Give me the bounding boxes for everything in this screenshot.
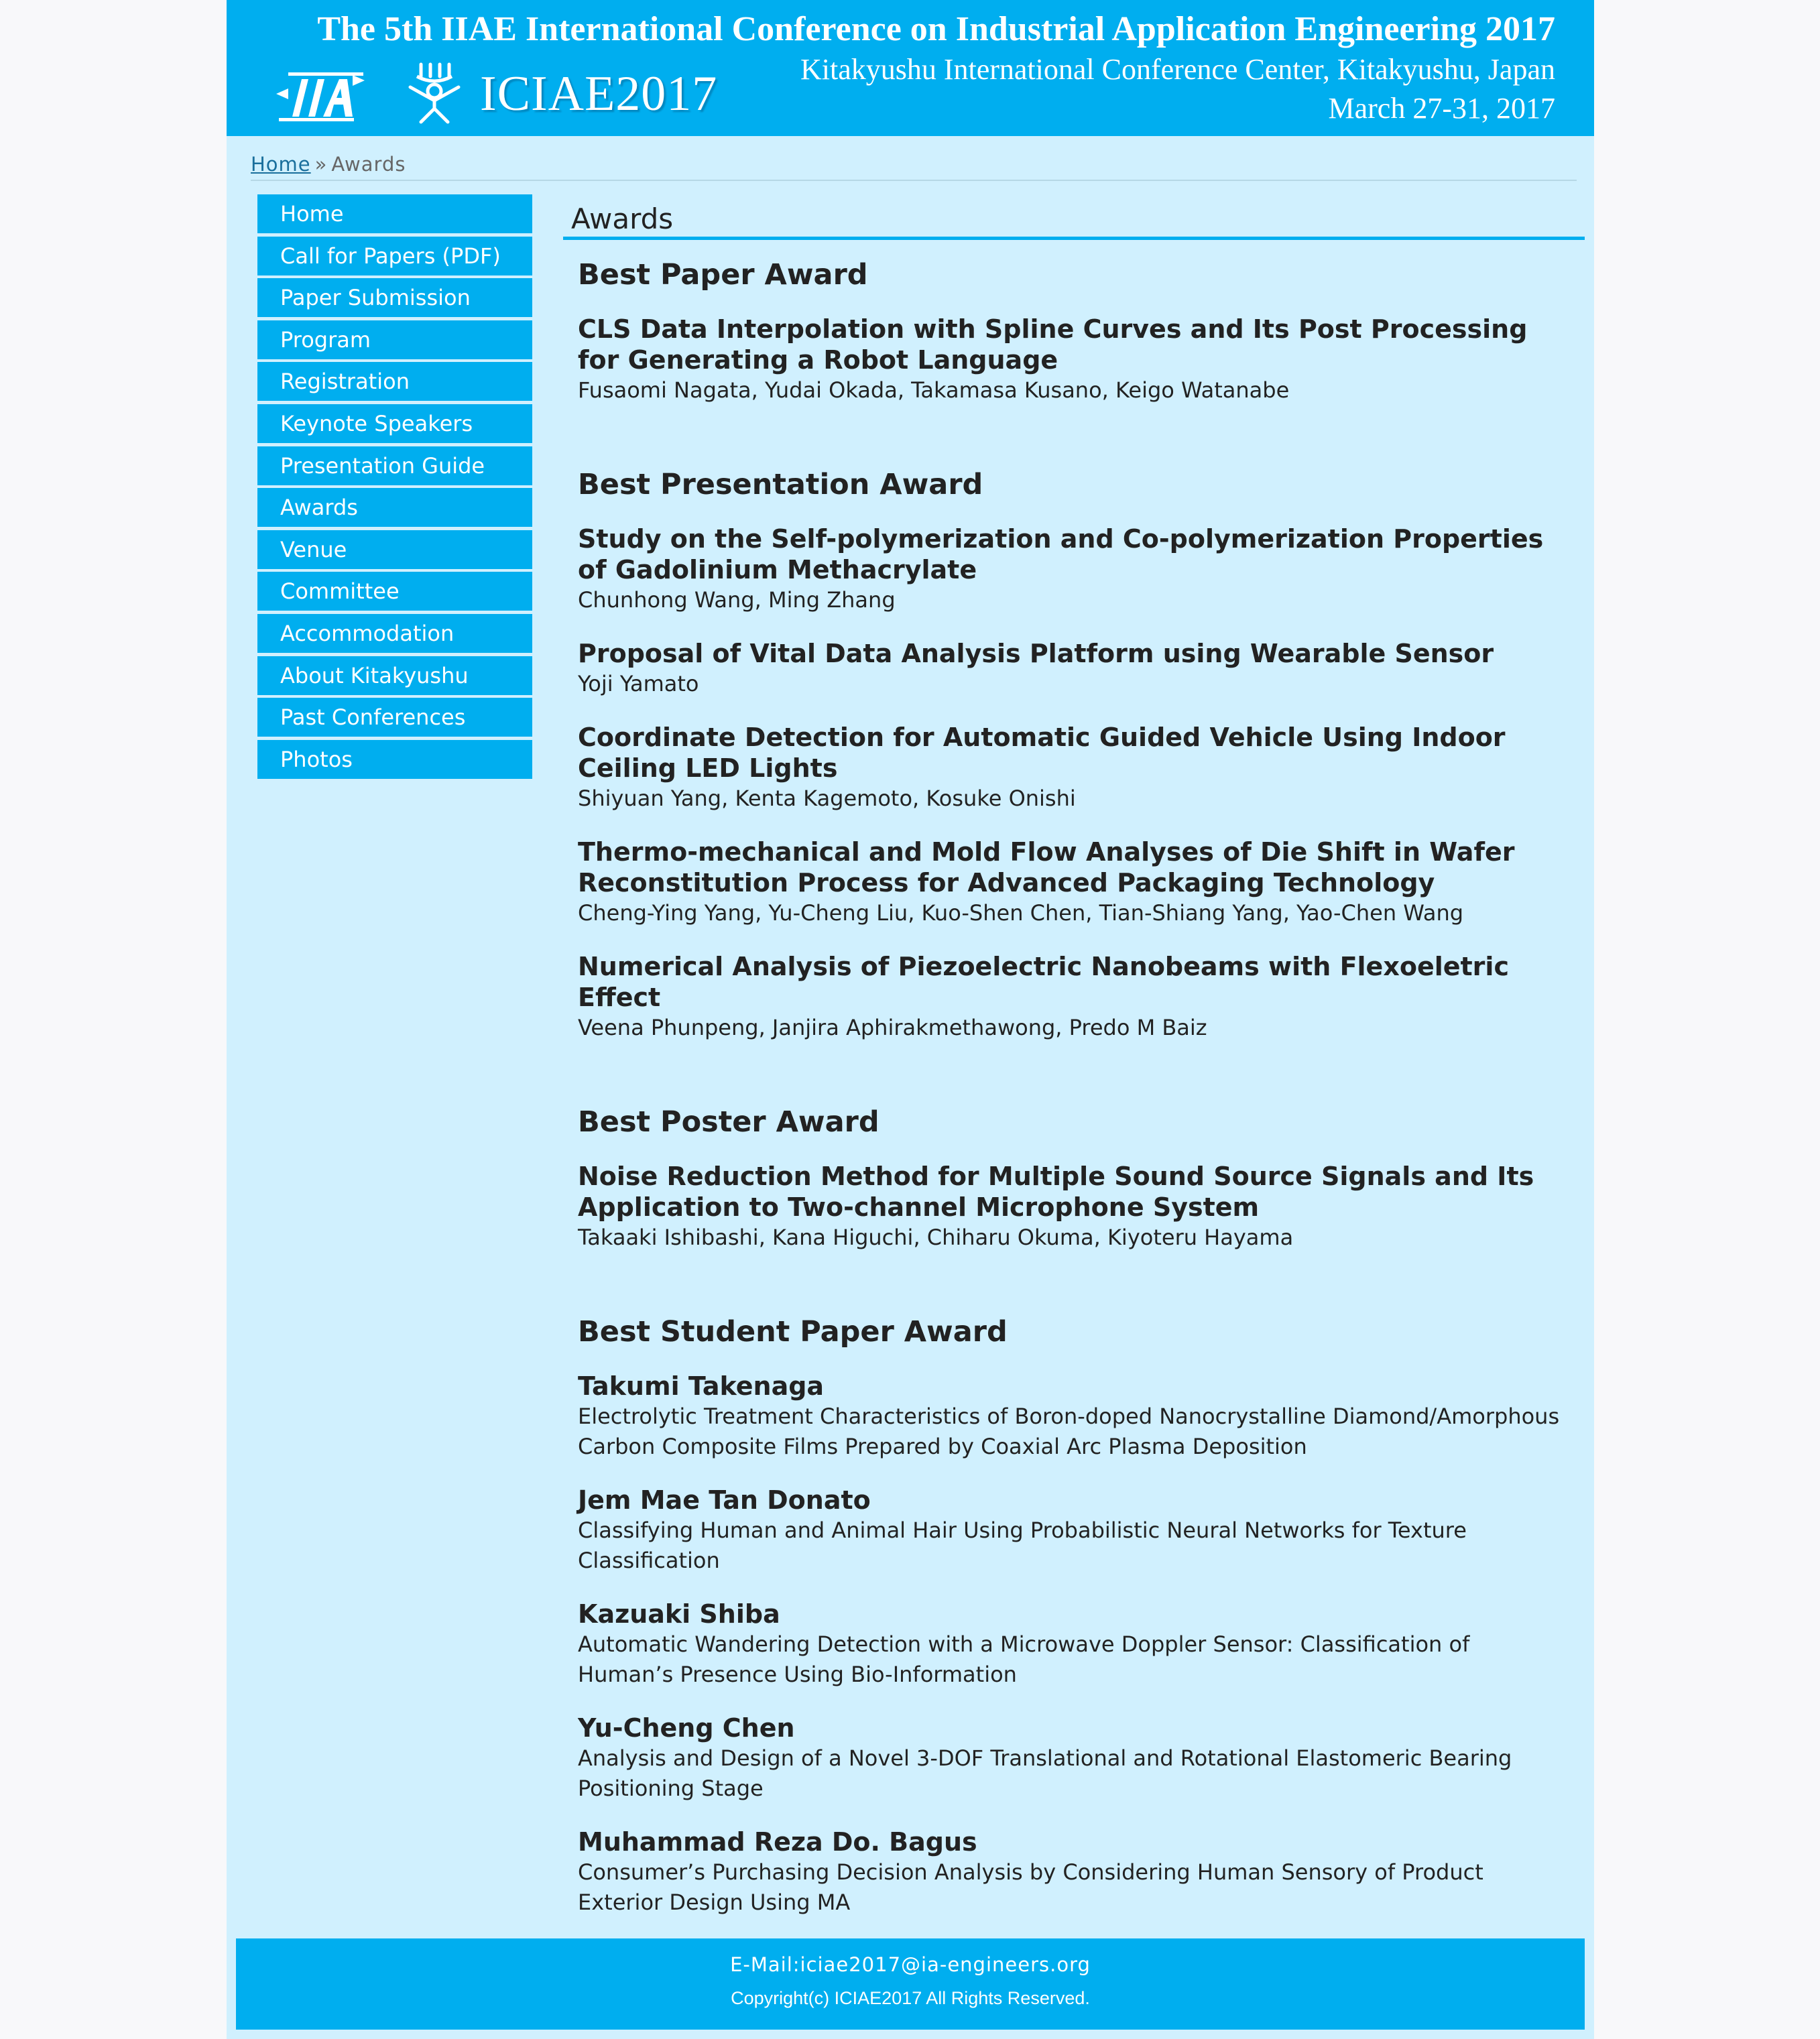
award-entry-recipient: Kazuaki Shiba [578,1599,780,1629]
sidebar-item-keynote-speakers[interactable]: Keynote Speakers [257,404,532,443]
award-entry-paper-title: Automatic Wandering Detection with a Microwave Doppler Sensor: Classification of Human’s Presence Using Bio-Information [578,1631,1470,1687]
sidebar-item-past-conferences[interactable]: Past Conferences [257,698,532,737]
sidebar-item-home[interactable]: Home [257,194,532,233]
iia-logo-icon [267,64,374,125]
conference-venue: Kitakyushu International Conference Center, Kitakyushu, Japan [800,53,1555,86]
sidebar-item-paper-submission[interactable]: Paper Submission [257,278,532,317]
award-entry-authors: Yoji Yamato [578,671,699,696]
award-entry-paper-title: Classifying Human and Animal Hair Using Probabilistic Neural Networks for Texture Classification [578,1518,1467,1573]
award-entry [578,951,1570,1043]
award-section-title: Best Poster Award [578,1105,879,1139]
award-entry [578,1827,1570,1918]
award-section-best-paper [578,255,1570,406]
award-entry-title: Coordinate Detection for Automatic Guided Vehicle Using Indoor Ceiling LED Lights [578,723,1506,783]
breadcrumb [251,153,1577,181]
award-entry-title: Noise Reduction Method for Multiple Sound Source Signals and Its Application to Two-channel Microphone System [578,1162,1534,1222]
award-entry [578,314,1570,406]
sidebar-item-about-kitakyushu[interactable]: About Kitakyushu [257,656,532,695]
award-entry-authors: Fusaomi Nagata, Yudai Okada, Takamasa Kusano, Keigo Watanabe [578,377,1290,403]
award-entry [578,1161,1570,1253]
award-entry [578,837,1570,928]
award-entry [578,1713,1570,1804]
award-entry-title: Thermo-mechanical and Mold Flow Analyses of Die Shift in Wafer Reconstitution Process for Advanced Packaging Technology [578,837,1515,898]
award-section-title: Best Student Paper Award [578,1315,1008,1349]
conference-logo-text: ICIAE2017 [480,66,718,121]
award-entry-authors: Cheng-Ying Yang, Yu-Cheng Liu, Kuo-Shen Chen, Tian-Shiang Yang, Yao-Chen Wang [578,900,1464,926]
page-container [227,0,1594,2039]
award-entry [578,1599,1570,1690]
award-section-best-student-paper [578,1312,1570,1918]
award-entry-recipient: Muhammad Reza Do. Bagus [578,1827,977,1857]
page-title: Awards [563,198,1585,240]
award-entry-title: CLS Data Interpolation with Spline Curves and Its Post Processing for Generating a Robot Language [578,314,1528,375]
award-entry-recipient: Yu-Cheng Chen [578,1713,795,1743]
award-entry [578,722,1570,814]
footer-email: E-Mail:iciae2017@ia-engineers.org [730,1953,1091,1976]
award-section-best-presentation [578,465,1570,1043]
award-entry-title: Numerical Analysis of Piezoelectric Nanobeams with Flexoeletric Effect [578,952,1509,1012]
award-entry-authors: Chunhong Wang, Ming Zhang [578,587,896,613]
conference-title: The 5th IIAE International Conference on Industrial Application Engineering 2017 [317,10,1555,48]
award-entry-authors: Veena Phunpeng, Janjira Aphirakmethawong, Predo M Baiz [578,1015,1207,1040]
breadcrumb-separator: » [314,153,328,176]
breadcrumb-current: Awards [331,153,406,176]
award-entry-title: Study on the Self-polymerization and Co-polymerization Properties of Gadolinium Methacrylate [578,524,1544,584]
header-banner [227,0,1594,136]
award-section-title: Best Presentation Award [578,468,983,501]
sidebar-nav [257,194,532,782]
award-entry-recipient: Takumi Takenaga [578,1371,825,1401]
award-entry-paper-title: Consumer’s Purchasing Decision Analysis by Considering Human Sensory of Product Exterior Design Using MA [578,1859,1483,1915]
sidebar-item-venue[interactable]: Venue [257,530,532,569]
sidebar-item-registration[interactable]: Registration [257,362,532,401]
award-entry [578,1371,1570,1462]
sidebar-item-committee[interactable]: Committee [257,572,532,611]
conference-person-icon [406,60,463,125]
sidebar-item-photos[interactable]: Photos [257,740,532,779]
award-section-best-poster [578,1102,1570,1253]
breadcrumb-home-link[interactable]: Home [251,153,311,176]
award-entry [578,523,1570,615]
footer-copyright: Copyright(c) ICIAE2017 All Rights Reserved. [731,1988,1090,2008]
award-entry [578,638,1570,699]
sidebar-item-program[interactable]: Program [257,320,532,359]
footer [236,1938,1585,2030]
sidebar-item-awards[interactable]: Awards [257,488,532,527]
sidebar-item-call-for-papers[interactable]: Call for Papers (PDF) [257,237,532,275]
conference-dates: March 27-31, 2017 [1328,92,1555,125]
award-entry-authors: Shiyuan Yang, Kenta Kagemoto, Kosuke Onishi [578,786,1076,811]
awards-content [578,255,1570,1977]
award-entry-recipient: Jem Mae Tan Donato [578,1485,871,1515]
award-entry-authors: Takaaki Ishibashi, Kana Higuchi, Chiharu Okuma, Kiyoteru Hayama [578,1225,1294,1250]
sidebar-item-presentation-guide[interactable]: Presentation Guide [257,446,532,485]
award-entry-paper-title: Analysis and Design of a Novel 3-DOF Translational and Rotational Elastomeric Bearing Positioning Stage [578,1745,1512,1801]
sidebar-item-accommodation[interactable]: Accommodation [257,614,532,653]
award-entry-paper-title: Electrolytic Treatment Characteristics of Boron-doped Nanocrystalline Diamond/Amorphous Carbon Composite Films Prepared by Coaxial Arc Plasma Deposition [578,1404,1560,1459]
award-entry-title: Proposal of Vital Data Analysis Platform using Wearable Sensor [578,639,1494,668]
award-entry [578,1485,1570,1576]
award-section-title: Best Paper Award [578,258,868,292]
